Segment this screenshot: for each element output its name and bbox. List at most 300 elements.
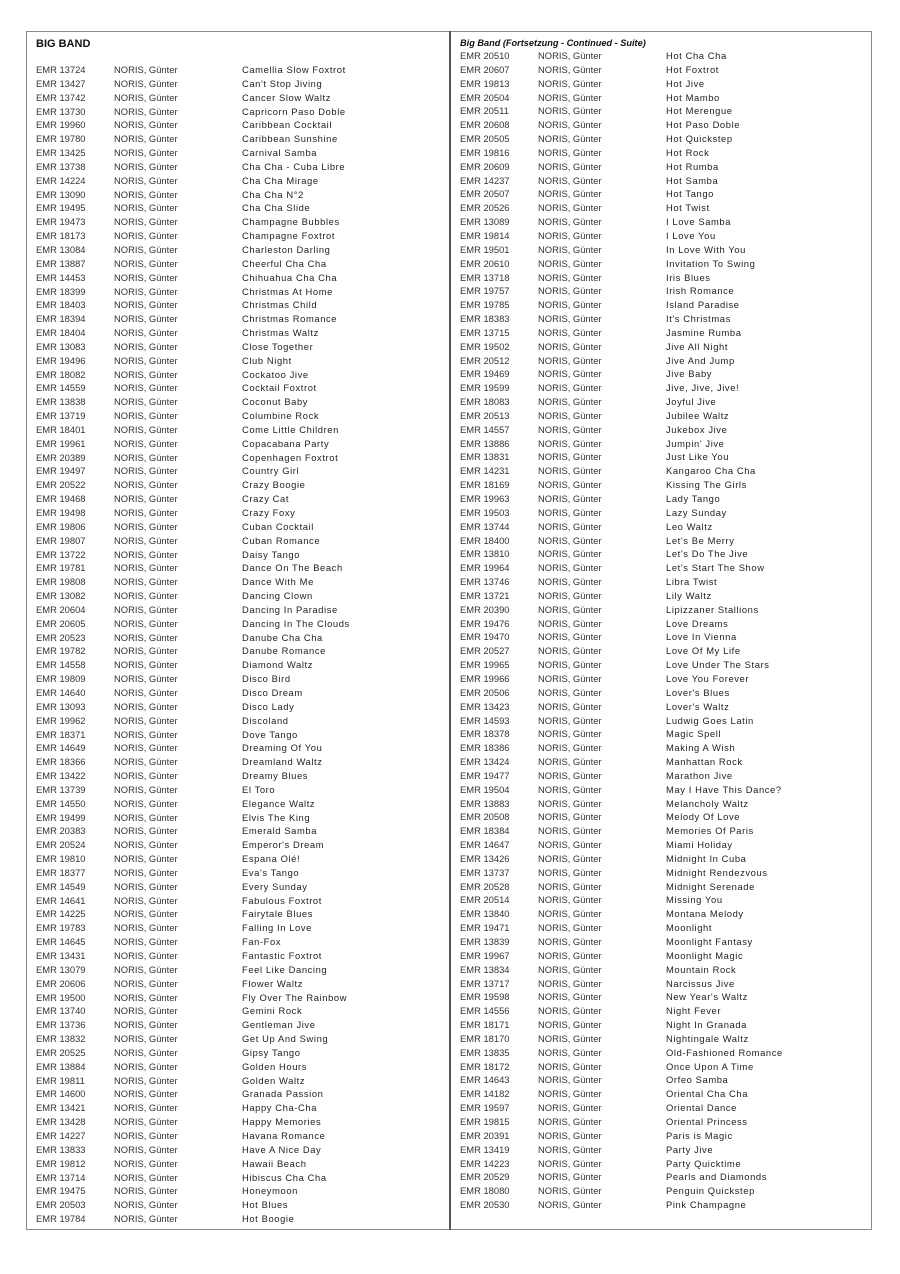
composer: NORIS, Günter (114, 576, 178, 588)
catalog-row (460, 132, 870, 146)
catalog-number: EMR 19785 (460, 299, 510, 311)
piece-title: Dancing In Paradise (242, 603, 338, 615)
catalog-number: EMR 18366 (36, 756, 86, 768)
catalog-row (460, 478, 870, 492)
catalog-row (36, 755, 446, 769)
piece-title: Hot Cha Cha (666, 50, 727, 61)
piece-title: Close Together (242, 340, 314, 352)
piece-title: Chihuahua Cha Cha (242, 271, 338, 283)
catalog-row (460, 921, 870, 935)
piece-title: Cha Cha Mirage (242, 174, 319, 186)
section-heading: BIG BAND (36, 38, 91, 50)
catalog-row (460, 271, 870, 285)
composer: NORIS, Günter (114, 1088, 178, 1100)
catalog-number: EMR 13744 (460, 520, 510, 532)
piece-title: Fabulous Foxtrot (242, 894, 322, 906)
composer: NORIS, Günter (114, 534, 178, 546)
catalog-row (460, 755, 870, 769)
piece-title: Club Night (242, 354, 292, 366)
catalog-number: EMR 13887 (36, 257, 86, 269)
catalog-number: EMR 13425 (36, 147, 86, 159)
catalog-number: EMR 19815 (460, 1115, 510, 1127)
catalog-number: EMR 14231 (460, 465, 510, 477)
catalog-row (460, 215, 870, 229)
catalog-number: EMR 13428 (36, 1116, 86, 1128)
catalog-number: EMR 14549 (36, 880, 86, 892)
catalog-number: EMR 18083 (460, 396, 510, 408)
catalog-row (36, 354, 446, 368)
composer: NORIS, Günter (538, 1171, 602, 1183)
catalog-row (460, 1046, 870, 1060)
piece-title: Hot Merengue (666, 105, 733, 117)
composer: NORIS, Günter (114, 160, 178, 172)
catalog-number: EMR 19499 (36, 811, 86, 823)
piece-title: Carnival Samba (242, 147, 318, 159)
catalog-row (460, 824, 870, 838)
piece-title: Island Paradise (666, 299, 740, 311)
catalog-number: EMR 13838 (36, 396, 86, 408)
catalog-number: EMR 13746 (460, 576, 510, 588)
catalog-number: EMR 19807 (36, 534, 86, 546)
catalog-number: EMR 19470 (460, 631, 510, 643)
piece-title: Dreaming Of You (242, 742, 323, 754)
catalog-row (36, 409, 446, 423)
piece-title: Cha Cha - Cuba Libre (242, 160, 346, 172)
piece-title: Crazy Cat (242, 493, 290, 505)
catalog-row (36, 894, 446, 908)
catalog-number: EMR 19808 (36, 576, 86, 588)
piece-title: Love You Forever (666, 672, 750, 684)
catalog-number: EMR 13715 (460, 326, 510, 338)
composer: NORIS, Günter (538, 243, 602, 255)
composer: NORIS, Günter (538, 991, 602, 1003)
catalog-row (460, 935, 870, 949)
catalog-number: EMR 13082 (36, 590, 86, 602)
catalog-row (36, 977, 446, 991)
catalog-number: EMR 20504 (460, 91, 510, 103)
catalog-row (460, 326, 870, 340)
composer: NORIS, Günter (538, 1032, 602, 1044)
catalog-number: EMR 20526 (460, 202, 510, 214)
composer: NORIS, Günter (538, 1060, 602, 1072)
composer: NORIS, Günter (114, 825, 178, 837)
piece-title: Jive And Jump (666, 354, 735, 366)
catalog-number: EMR 19475 (36, 1185, 86, 1197)
composer: NORIS, Günter (538, 672, 602, 684)
catalog-number: EMR 20390 (460, 603, 510, 615)
catalog-row (36, 105, 446, 119)
catalog-number: EMR 19813 (460, 77, 510, 89)
composer: NORIS, Günter (538, 714, 602, 726)
composer: NORIS, Günter (114, 797, 178, 809)
composer: NORIS, Günter (114, 188, 178, 200)
catalog-row (36, 741, 446, 755)
composer: NORIS, Günter (538, 216, 602, 228)
catalog-row (460, 700, 870, 714)
catalog-number: EMR 13419 (460, 1143, 510, 1155)
composer: NORIS, Günter (114, 1005, 178, 1017)
piece-title: Caribbean Cocktail (242, 119, 333, 131)
piece-title: Dance On The Beach (242, 562, 343, 574)
catalog-number: EMR 20512 (460, 354, 510, 366)
piece-title: Hot Jive (666, 77, 705, 89)
composer: NORIS, Günter (114, 133, 178, 145)
piece-title: Manhattan Rock (666, 756, 743, 768)
piece-title: Let's Be Merry (666, 534, 735, 546)
catalog-row (460, 658, 870, 672)
piece-title: Lipizzaner Stallions (666, 603, 759, 615)
composer: NORIS, Günter (538, 589, 602, 601)
composer: NORIS, Günter (114, 313, 178, 325)
catalog-row (36, 852, 446, 866)
composer: NORIS, Günter (114, 368, 178, 380)
piece-title: Love Of My Life (666, 645, 741, 657)
catalog-number: EMR 20608 (460, 119, 510, 131)
catalog-number: EMR 13717 (460, 977, 510, 989)
catalog-row (36, 243, 446, 257)
catalog-number: EMR 19809 (36, 673, 86, 685)
piece-title: Irish Romance (666, 285, 735, 297)
catalog-row (36, 340, 446, 354)
piece-title: New Year's Waltz (666, 991, 748, 1003)
piece-title: Happy Memories (242, 1116, 322, 1128)
catalog-row (36, 589, 446, 603)
composer: NORIS, Günter (538, 631, 602, 643)
piece-title: Coconut Baby (242, 396, 309, 408)
catalog-row (36, 1101, 446, 1115)
catalog-number: EMR 13839 (460, 936, 510, 947)
catalog-row (36, 561, 446, 575)
composer: NORIS, Günter (538, 908, 602, 920)
catalog-number: EMR 20610 (460, 257, 510, 269)
catalog-number: EMR 19814 (460, 229, 510, 241)
catalog-number: EMR 13737 (460, 866, 510, 878)
catalog-row (36, 811, 446, 825)
piece-title: Love Dreams (666, 617, 729, 629)
composer: NORIS, Günter (538, 506, 602, 518)
composer: NORIS, Günter (114, 119, 178, 131)
catalog-row (460, 1143, 870, 1157)
catalog-row (36, 174, 446, 188)
catalog-row (460, 340, 870, 354)
catalog-number: EMR 20507 (460, 188, 510, 200)
catalog-number: EMR 13883 (460, 797, 510, 809)
catalog-row (36, 312, 446, 326)
piece-title: Leo Waltz (666, 520, 713, 532)
composer: NORIS, Günter (538, 894, 602, 906)
composer: NORIS, Günter (114, 1143, 178, 1155)
piece-title: Jasmine Rumba (666, 326, 742, 338)
catalog-number: EMR 13835 (460, 1046, 510, 1058)
piece-title: Party Jive (666, 1143, 714, 1155)
catalog-number: EMR 19502 (460, 340, 510, 352)
catalog-row (36, 478, 446, 492)
piece-title: Lily Waltz (666, 589, 712, 601)
piece-title: Honeymoon (242, 1185, 298, 1197)
catalog-number: EMR 13738 (36, 160, 86, 172)
catalog-row (460, 520, 870, 534)
catalog-number: EMR 20605 (36, 617, 86, 629)
catalog-number: EMR 20609 (460, 160, 510, 172)
catalog-number: EMR 19597 (460, 1102, 510, 1114)
composer: NORIS, Günter (114, 271, 178, 283)
catalog-row (460, 589, 870, 603)
column-divider (449, 31, 451, 1230)
composer: NORIS, Günter (114, 811, 178, 823)
catalog-row (36, 603, 446, 617)
piece-title: Christmas Waltz (242, 327, 319, 339)
composer: NORIS, Günter (114, 64, 178, 75)
catalog-row (460, 547, 870, 561)
catalog-row (460, 437, 870, 451)
composer: NORIS, Günter (114, 216, 178, 228)
composer: NORIS, Günter (114, 410, 178, 422)
piece-title: Let's Start The Show (666, 562, 765, 574)
catalog-row (36, 506, 446, 520)
catalog-row (460, 1129, 870, 1143)
catalog-row (36, 63, 446, 77)
composer: NORIS, Günter (114, 437, 178, 449)
composer: NORIS, Günter (114, 327, 178, 339)
piece-title: Melody Of Love (666, 811, 741, 823)
catalog-number: EMR 13090 (36, 188, 86, 200)
piece-title: Fantastic Foxtrot (242, 950, 323, 961)
catalog-number: EMR 13832 (36, 1033, 86, 1045)
piece-title: Memories Of Paris (666, 825, 754, 837)
catalog-number: EMR 14223 (460, 1157, 510, 1169)
piece-title: Jive, Jive, Jive! (666, 382, 740, 394)
piece-title: Cha Cha Slide (242, 202, 311, 214)
piece-title: Christmas At Home (242, 285, 333, 297)
catalog-number: EMR 20391 (460, 1129, 510, 1141)
composer: NORIS, Günter (538, 880, 602, 892)
catalog-number: EMR 18378 (460, 728, 510, 740)
composer: NORIS, Günter (114, 174, 178, 186)
composer: NORIS, Günter (114, 590, 178, 602)
composer: NORIS, Günter (538, 977, 602, 989)
composer: NORIS, Günter (538, 1005, 602, 1017)
piece-title: Jumpin' Jive (666, 437, 725, 449)
composer: NORIS, Günter (538, 437, 602, 449)
catalog-number: EMR 14593 (460, 714, 510, 726)
piece-title: Disco Dream (242, 686, 303, 698)
piece-title: Cheerful Cha Cha (242, 257, 327, 269)
catalog-number: EMR 13730 (36, 105, 86, 117)
catalog-number: EMR 14641 (36, 894, 86, 906)
catalog-row (460, 201, 870, 215)
piece-title: Mountain Rock (666, 963, 737, 975)
catalog-number: EMR 13721 (460, 589, 510, 601)
piece-title: Midnight Rendezvous (666, 866, 768, 878)
composer: NORIS, Günter (538, 839, 602, 851)
catalog-number: EMR 20508 (460, 811, 510, 823)
catalog-number: EMR 19963 (460, 493, 510, 504)
composer: NORIS, Günter (538, 811, 602, 823)
catalog-row (460, 257, 870, 271)
catalog-row (36, 368, 446, 382)
catalog-row (36, 451, 446, 465)
composer: NORIS, Günter (538, 229, 602, 241)
catalog-row (460, 243, 870, 257)
catalog-row (460, 174, 870, 188)
catalog-number: EMR 18404 (36, 327, 86, 339)
catalog-number: EMR 13840 (460, 908, 510, 920)
catalog-row (36, 201, 446, 215)
catalog-row (460, 118, 870, 132)
catalog-number: EMR 13718 (460, 271, 510, 283)
composer: NORIS, Günter (538, 686, 602, 698)
piece-title: Moonlight (666, 922, 713, 934)
composer: NORIS, Günter (538, 340, 602, 352)
catalog-row (460, 146, 870, 160)
composer: NORIS, Günter (538, 756, 602, 768)
composer: NORIS, Günter (538, 603, 602, 615)
catalog-number: EMR 20511 (460, 105, 509, 117)
catalog-row (36, 132, 446, 146)
catalog-number: EMR 14649 (36, 742, 86, 754)
catalog-row (460, 727, 870, 741)
piece-title: Cancer Slow Waltz (242, 91, 332, 103)
catalog-number: EMR 13831 (460, 451, 510, 463)
piece-title: Caribbean Sunshine (242, 133, 338, 145)
composer: NORIS, Günter (538, 520, 602, 532)
catalog-row (36, 644, 446, 658)
catalog-number: EMR 19497 (36, 465, 86, 477)
composer: NORIS, Günter (538, 963, 602, 975)
catalog-row (460, 714, 870, 728)
catalog-row (460, 1032, 870, 1046)
composer: NORIS, Günter (114, 354, 178, 366)
composer: NORIS, Günter (114, 673, 178, 685)
composer: NORIS, Günter (538, 423, 602, 435)
composer: NORIS, Günter (538, 769, 602, 781)
catalog-row (36, 728, 446, 742)
composer: NORIS, Günter (538, 617, 602, 629)
piece-title: Gipsy Tango (242, 1046, 301, 1058)
catalog-row (460, 672, 870, 686)
catalog-row (460, 77, 870, 91)
piece-title: Moonlight Magic (666, 949, 744, 961)
catalog-number: EMR 19964 (460, 562, 510, 574)
piece-title: Crazy Boogie (242, 479, 306, 491)
composer: NORIS, Günter (538, 1143, 602, 1155)
composer: NORIS, Günter (114, 1102, 178, 1114)
piece-title: Copenhagen Foxtrot (242, 451, 339, 463)
catalog-number: EMR 20522 (36, 479, 86, 491)
composer: NORIS, Günter (114, 963, 178, 975)
composer: NORIS, Günter (538, 299, 602, 311)
composer: NORIS, Günter (538, 382, 602, 394)
piece-title: Making A Wish (666, 742, 736, 754)
composer: NORIS, Günter (538, 728, 602, 740)
piece-title: Jive Baby (666, 368, 713, 380)
catalog-number: EMR 13421 (36, 1102, 86, 1114)
section-heading-continued: Big Band (Fortsetzung - Continued - Suite) (460, 38, 646, 48)
composer: NORIS, Günter (114, 243, 178, 255)
catalog-row (460, 534, 870, 548)
piece-title: Love Under The Stars (666, 659, 770, 671)
catalog-number: EMR 13422 (36, 770, 86, 782)
catalog-row (36, 229, 446, 243)
catalog-row (460, 630, 870, 644)
catalog-row (460, 187, 870, 201)
piece-title: Hawaii Beach (242, 1157, 307, 1169)
catalog-number: EMR 18170 (460, 1032, 510, 1044)
catalog-number: EMR 13833 (36, 1143, 86, 1155)
catalog-number: EMR 18394 (36, 313, 86, 325)
catalog-row (460, 1198, 870, 1212)
piece-title: Cuban Cocktail (242, 520, 314, 532)
composer: NORIS, Günter (114, 451, 178, 463)
catalog-number: EMR 14559 (36, 382, 86, 394)
composer: NORIS, Günter (114, 742, 178, 754)
catalog-row (36, 935, 446, 949)
catalog-row (36, 1074, 446, 1088)
composer: NORIS, Günter (538, 313, 602, 325)
piece-title: Happy Cha-Cha (242, 1102, 318, 1114)
catalog-number: EMR 19960 (36, 119, 86, 131)
composer: NORIS, Günter (114, 728, 178, 740)
catalog-number: EMR 20383 (36, 825, 86, 837)
piece-title: Hot Paso Doble (666, 119, 741, 131)
composer: NORIS, Günter (538, 825, 602, 837)
composer: NORIS, Günter (114, 880, 178, 892)
piece-title: Iris Blues (666, 271, 711, 283)
composer: NORIS, Günter (538, 119, 602, 131)
catalog-row (36, 700, 446, 714)
piece-title: Disco Bird (242, 673, 291, 685)
catalog-row (36, 188, 446, 202)
catalog-row (36, 575, 446, 589)
catalog-row (460, 492, 870, 506)
piece-title: Nightingale Waltz (666, 1032, 749, 1044)
composer: NORIS, Günter (538, 285, 602, 297)
piece-title: Capricorn Paso Doble (242, 105, 346, 117)
piece-title: Just Like You (666, 451, 730, 463)
composer: NORIS, Günter (114, 866, 178, 878)
catalog-number: EMR 19962 (36, 714, 86, 726)
catalog-number: EMR 19476 (460, 617, 510, 629)
composer: NORIS, Günter (114, 645, 178, 657)
composer: NORIS, Günter (114, 1171, 178, 1183)
catalog-row (460, 423, 870, 437)
piece-title: Jive All Night (666, 340, 729, 352)
piece-title: Camellia Slow Foxtrot (242, 64, 346, 75)
composer: NORIS, Günter (538, 257, 602, 269)
piece-title: Moonlight Fantasy (666, 936, 753, 947)
catalog-number: EMR 13739 (36, 783, 86, 795)
catalog-number: EMR 19496 (36, 354, 86, 366)
composer: NORIS, Günter (114, 396, 178, 408)
piece-title: I Love Samba (666, 216, 732, 228)
catalog-row (36, 714, 446, 728)
catalog-row (460, 893, 870, 907)
catalog-number: EMR 14557 (460, 423, 510, 435)
catalog-row (36, 271, 446, 285)
catalog-number: EMR 19811 (36, 1074, 85, 1086)
composer: NORIS, Günter (538, 326, 602, 338)
catalog-row (36, 907, 446, 921)
piece-title: Missing You (666, 894, 723, 906)
piece-title: Every Sunday (242, 880, 308, 892)
piece-title: Dreamy Blues (242, 770, 309, 782)
piece-title: Hot Rumba (666, 160, 719, 172)
catalog-number: EMR 18383 (460, 313, 510, 325)
piece-title: Flower Waltz (242, 977, 304, 989)
catalog-number: EMR 14225 (36, 908, 86, 920)
composer: NORIS, Günter (538, 659, 602, 671)
catalog-row (36, 631, 446, 645)
